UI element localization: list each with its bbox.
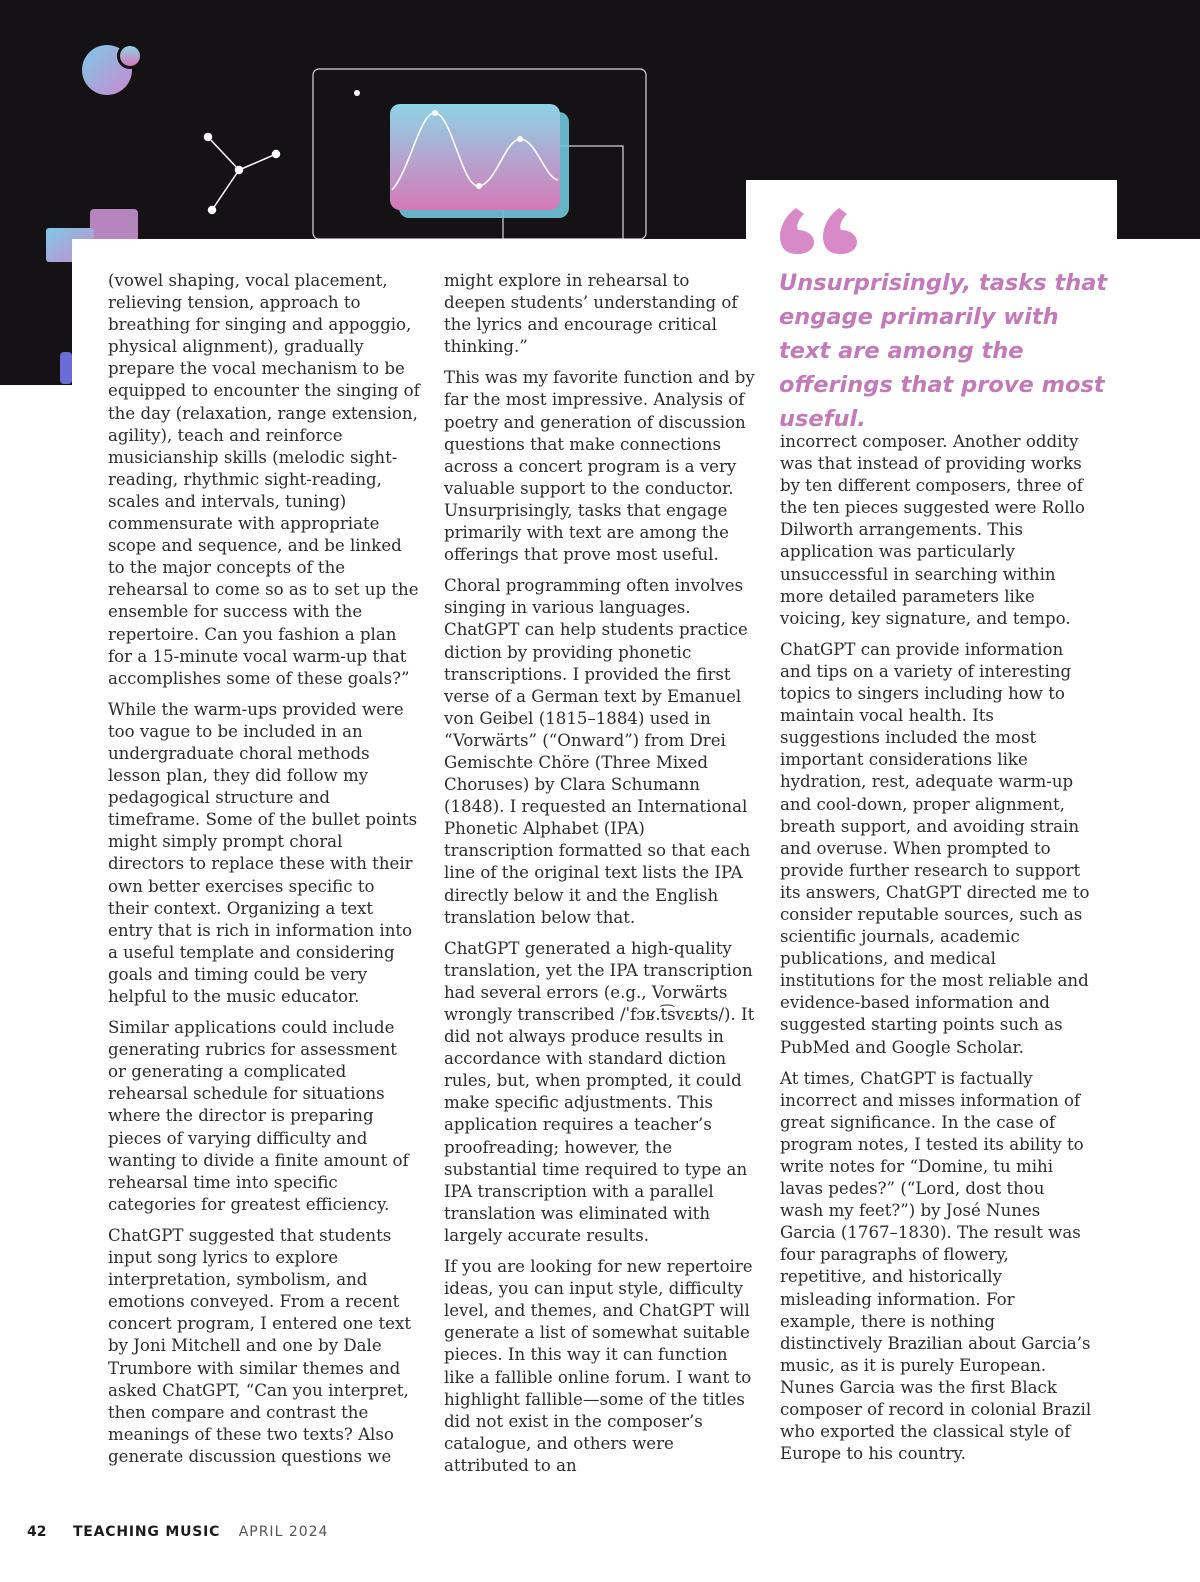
paragraph: ChatGPT suggested that students input song lyrics to explore interpretation, symbolism, and emotions conveyed. From a recent concert program, I entered one text by Joni Mitchell and one by Dale Trumbore with similar themes and asked ChatGPT, “Can you interpret, then compare and contrast the meanings of these two texts? Also generate discussion questions we (108, 1225, 411, 1466)
paragraph: This was my favorite function and by far the most impressive. Analysis of poetry and generation of discussion questions that make connections across a concert program is a very valuable support to the conductor. Unsurprisingly, tasks that engage primarily with text are among the offerings that prove most useful. (444, 368, 755, 565)
paragraph: (vowel shaping, vocal placement, relieving tension, approach to breathing for singing and appoggio, physical alignment), gradually prepare the vocal mechanism to be equipped to encounter the singing of the day (relaxation, range extension, agility), teach and reinforce musicianship skills (melodic sight-reading, rhythmic sight-reading, scales and intervals, tuning) commensurate with appropriate scope and sequence, and be linked to the major concepts of the rehearsal to come so as to set up the ensemble for success with the repertoire. Can you fashion a plan for a 15-minute vocal warm-up that accomplishes some of these goals?” (108, 271, 420, 688)
paragraph: At times, ChatGPT is factually incorrect and misses information of great significance. In the case of program notes, I tested its ability to write notes for “Domine, tu mihi lavas pedes?” (“Lord, dost thou wash my feet?”) by José Nunes Garcia (1767–1830). The result was four paragraphs of flowery, repetitive, and historically misleading information. For example, there is nothing distinctively Brazilian about Garcia’s music, as it is purely European. Nunes Garcia was the first Black composer of record in colonial Brazil who exported the classical style of Europe to his country. (780, 1068, 1092, 1464)
issue-date: APRIL 2024 (238, 1524, 329, 1540)
paragraph: might explore in rehearsal to deepen students’ understanding of the lyrics and encourage critical thinking.” (444, 271, 738, 357)
network-nodes-icon (205, 134, 280, 214)
paragraph: Choral programming often involves singing in various languages. ChatGPT can help students practice diction by providing phonetic transcriptions. I provided the first verse of a German text by Emanuel von Geibel (1815–1884) used in “Vorwärts” (“Onward”) from Drei Gemischte Chöre (Three Mixed Choruses) by Clara Schumann (1848). I requested an International Phonetic Alphabet (IPA) transcription formatted so that each line of the original text lists the IPA directly below it and the English translation below that. (444, 576, 751, 927)
paragraph: While the warm-ups provided were too vague to be included in an undergraduate choral methods lesson plan, they did follow my pedagogical structure and timeframe. Some of the bullet points might simply prompt choral directors to replace these with their own better exercises specific to their context. Organizing a text entry that is rich in information into a useful template and considering goals and timing could be very helpful to the music educator. (108, 699, 418, 1006)
paragraph: incorrect composer. Another oddity was that instead of providing works by ten different composers, three of the ten pieces suggested were Rollo Dilworth arrangements. This application was particularly unsuccessful in searching within more detailed parameters like voicing, key signature, and tempo. (780, 432, 1085, 628)
article-column-1 (108, 270, 420, 1477)
article-column-3 (780, 431, 1092, 1474)
paragraph: If you are looking for new repertoire ideas, you can input style, difficulty level, and themes, and ChatGPT will generate a list of somewhat suitable pieces. In this way it can function like a fallible online forum. I want to highlight fallible—some of the titles did not exist in the composer’s catalogue, and others were attributed to an (444, 1257, 753, 1475)
article-column-2 (444, 270, 756, 1486)
page-footer (27, 1524, 328, 1546)
pull-quote: Unsurprisingly, tasks that engage primarily with text are among the offerings that prove most useful. (779, 270, 1108, 432)
quote-mark-icon (778, 196, 868, 254)
paragraph: Similar applications could include generating rubrics for assessment or generating a complicated rehearsal schedule for situations where the director is preparing pieces of varying difficulty and wanting to divide a finite amount of rehearsal time into specific categories for greatest efficiency. (108, 1018, 409, 1214)
page-number: 42 (27, 1524, 47, 1540)
magazine-title: TEACHING MUSIC (72, 1524, 221, 1540)
paragraph: ChatGPT generated a high-quality translation, yet the IPA transcription had several errors (e.g., Vorwärts wrongly transcribed /ˈfɔʁ.t͡svɛʁts/). It did not always produce results in accordance with standard diction rules, but, when prompted, it could make specific adjustments. This application requires a teacher’s proofreading; however, the substantial time required to type an IPA transcription with a parallel translation was eliminated with largely accurate results. (444, 938, 755, 1245)
paragraph: ChatGPT can provide information and tips on a variety of interesting topics to singers including how to maintain vocal health. Its suggestions included the most important considerations like hydration, rest, adequate warm-up and cool-down, proper alignment, breath support, and avoiding strain and overuse. When prompted to provide further research to support its answers, ChatGPT directed me to consider reputable sources, such as scientific journals, academic publications, and medical institutions for the most reliable and evidence-based information and suggested starting points such as PubMed and Google Scholar. (780, 639, 1090, 1057)
